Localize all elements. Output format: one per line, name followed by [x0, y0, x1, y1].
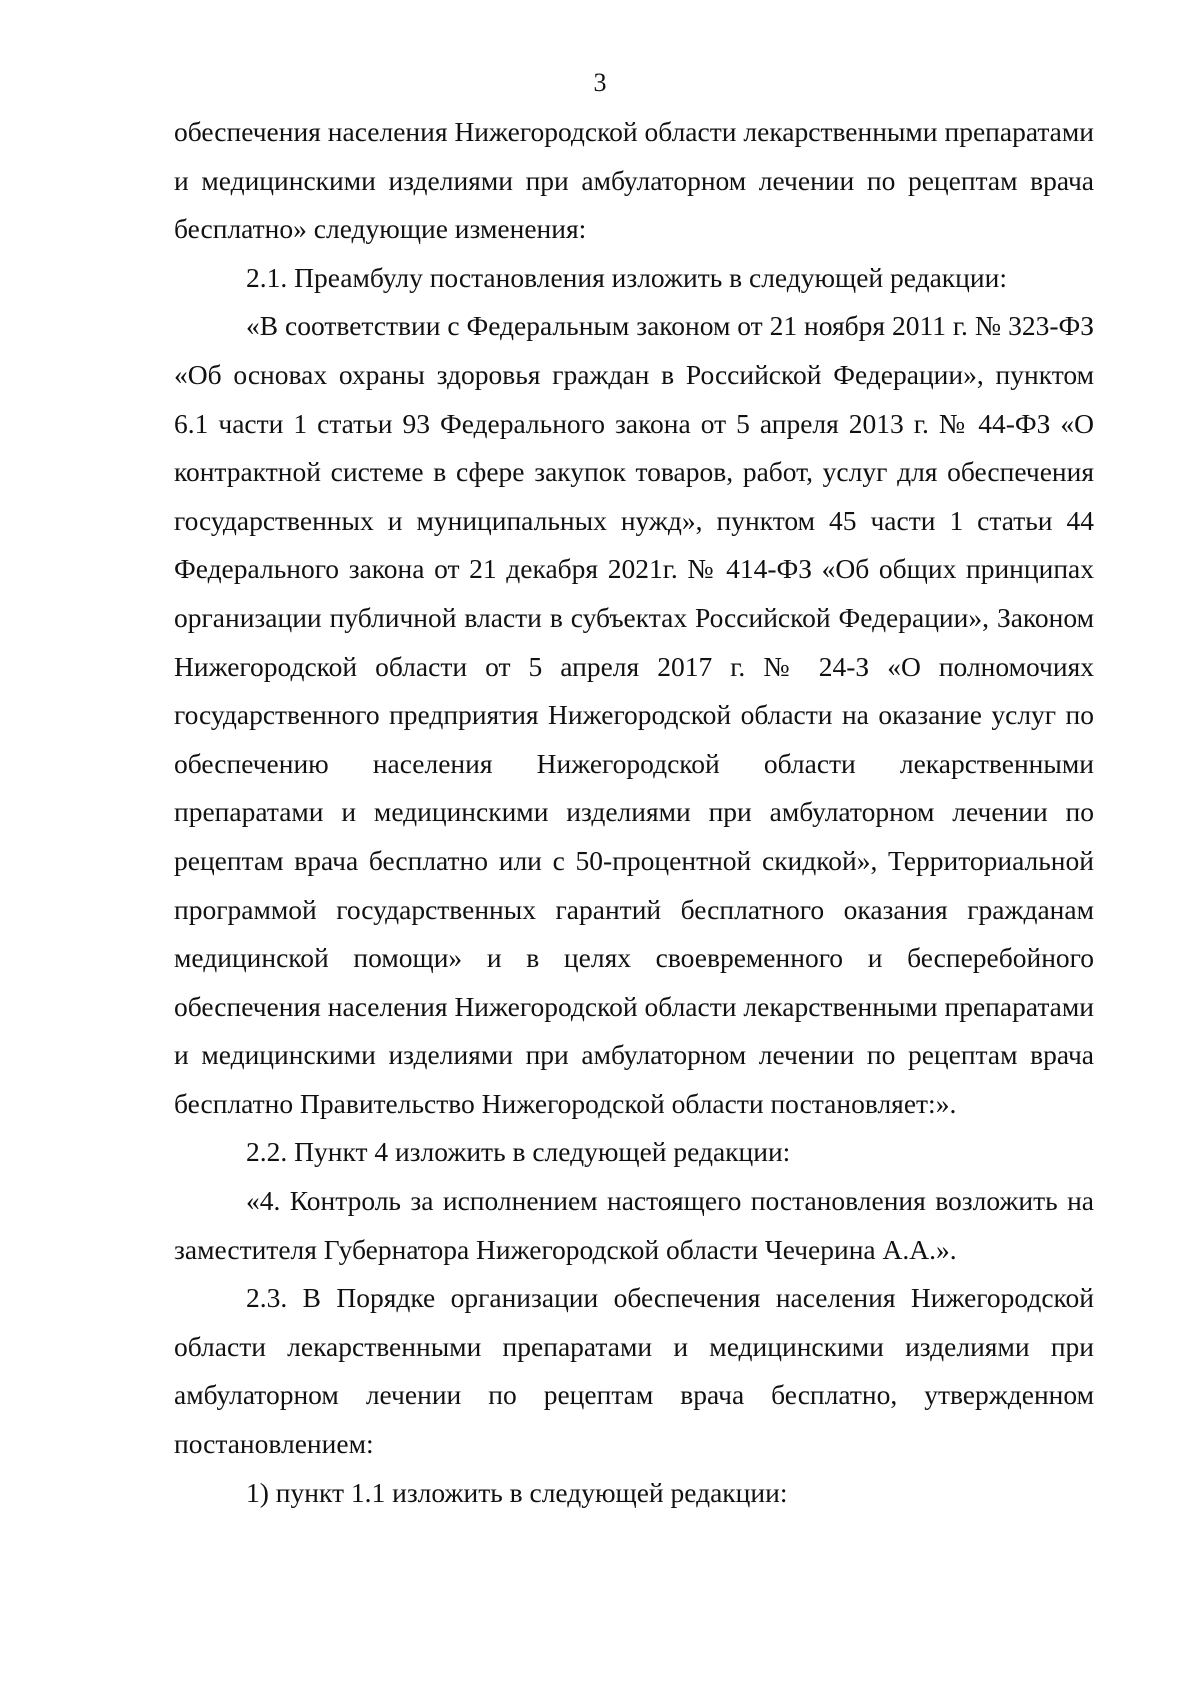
document-body	[174, 108, 1094, 1517]
paragraph-point-4-text: «4. Контроль за исполнением настоящего постановления возложить на заместителя Губернатора Нижегородской области Чечерина А.А.».	[174, 1185, 1094, 1265]
paragraph-intro-continuation: обеспечения населения Нижегородской области лекарственными препаратами и медицинскими изделиями при амбулаторном лечении по рецептам врача бесплатно» следующие изменения:	[174, 116, 1094, 245]
paragraph-2-2: 2.2. Пункт 4 изложить в следующей редакции:	[246, 1136, 791, 1168]
paragraph-2-1: 2.1. Преамбулу постановления изложить в следующей редакции:	[246, 261, 1007, 293]
paragraph-2-3: 2.3. В Порядке организации обеспечения населения Нижегородской области лекарственными препаратами и медицинскими изделиями при амбулаторном лечении по рецептам врача бесплатно, утвержденном постановлением:	[174, 1282, 1094, 1460]
paragraph-preamble-text: «В соответствии с Федеральным законом от 21 ноября 2011 г. № 323-ФЗ «Об основах охраны здоровья граждан в Российской Федерации», пунктом 6.1 части 1 статьи 93 Федерального закона от 5 апреля 2013 г. № 44-ФЗ «О контрактной системе в сфере закупок товаров, работ, услуг для обеспечения государственных и муниципальных нужд», пунктом 45 части 1 статьи 44 Федерального закона от 21 декабря 2021г. № 414-ФЗ «Об общих принципах организации публичной власти в субъектах Российской Федерации», Законом Нижегородской области от 5 апреля 2017 г. № 24-З «О полномочиях государственного предприятия Нижегородской области на оказание услуг по обеспечению населения Нижегородской области лекарственными препаратами и медицинскими изделиями при амбулаторном лечении по рецептам врача бесплатно или с 50-процентной скидкой», Территориальной программой государственных гарантий бесплатного оказания гражданам медицинской помощи» и в целях своевременного и бесперебойного обеспечения населения Нижегородской области лекарственными препаратами и медицинскими изделиями при амбулаторном лечении по рецептам врача бесплатно Правительство Нижегородской области постановляет:».	[174, 310, 1094, 1119]
paragraph-item-1: 1) пункт 1.1 изложить в следующей редакции:	[246, 1476, 788, 1508]
page-number: 3	[593, 68, 607, 97]
